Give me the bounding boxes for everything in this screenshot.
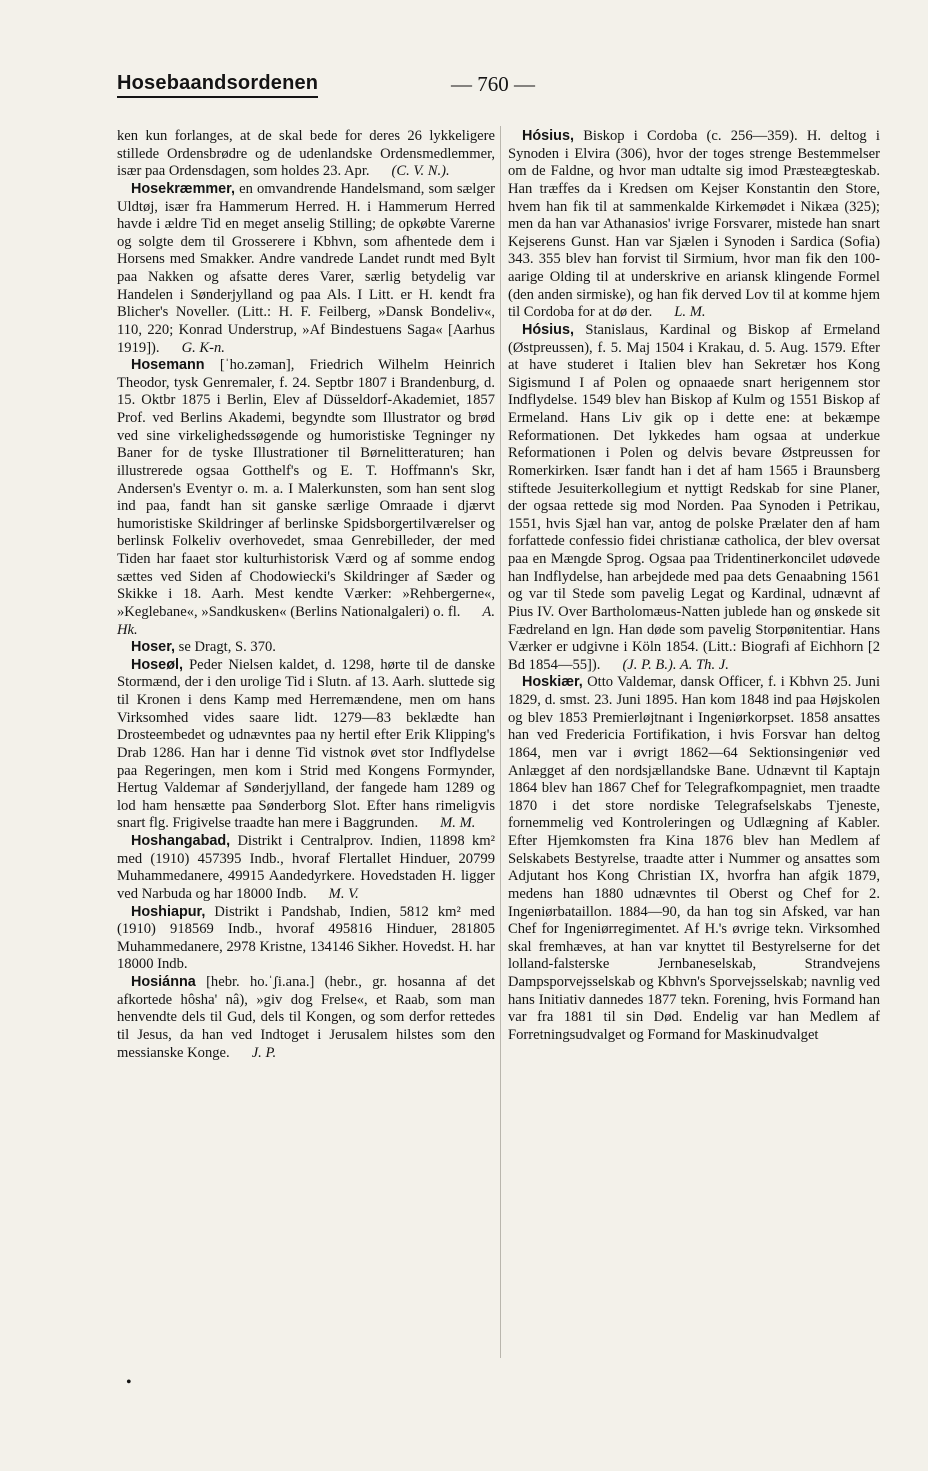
- entry-text: se Dragt, S. 370.: [178, 639, 276, 656]
- entry-text: Distrikt i Pandshab, Indien, 5812 km² med (1910) 918569 Indb., hvoraf 495816 Hinduer, 281805 Muhammedanere, 2978 Kristne, 134146 Sikher. Hovedst. H. har 18000 Indb.: [117, 903, 495, 973]
- right-column: [508, 128, 880, 1045]
- entry-headword: Hósius,: [522, 321, 574, 338]
- entry: [117, 128, 495, 181]
- entry-headword: Hoshangabad,: [131, 833, 231, 849]
- entry: [117, 181, 495, 357]
- entry: [117, 833, 495, 904]
- column-divider: [500, 126, 501, 1358]
- entry-headword: Hosiánna: [131, 974, 196, 990]
- running-head-title: Hosebaandsordenen: [117, 72, 318, 98]
- entry-headword: Hosemann: [131, 357, 205, 374]
- entry-signature: M. M.: [440, 815, 476, 832]
- entry-signature: G. K-n.: [181, 339, 225, 356]
- entry-signature: A. Hk.: [117, 603, 495, 638]
- entry-text: Stanislaus, Kardinal og Biskop af Ermeland (Østpreussen), f. 5. Maj 1504 i Krakau, d. 5. Aug. 1579. Efter at have studeret i Italien blev han Sekretær hos Kong Sigismund I af Polen og opnaaede snart herigennem stor Indflydelse. 1549 blev han Biskop af Kulm og 1551 Biskop af Ermeland. Hans Liv gik op i dette ene: at bekæmpe Reformationen. Det lykkedes ham ogsaa at underkue Reformationen i Polen og delvis bevare Østpreussen for Romerkirken. Især fandt han i det af ham 1565 i Braunsberg stiftede Jesuiterkollegium et nyttigt Redskab for sine Planer, der ogsaa rettede sig mod Norden. Paa Synoden i Petrikau, 1551, hvis Sjæl han var, antog de polske Prælater den af ham forfattede confessio fidei christianæ catholica, der blev oversat paa en Mængde Sprog. Ogsaa paa Tridentinerkoncilet udøvede han Indflydelse, han arbejdede med paa dets Genaabning 1561 og var til Stede som pavelig Legat og Kardinal, udnævnt af Pius IV. Over Bartholomæus-Natten jublede han og ønskede sit Fædreland en lgn. Han døde som pavelig Storpønitentiar. Hans Værker er udgivne i Köln 1854. (Litt.: Biografi af Eichhorn [2 Bd 1854—55]).: [508, 321, 880, 673]
- entry: [117, 904, 495, 975]
- entry-headword: Hoshiapur,: [131, 903, 206, 920]
- entry: [117, 974, 495, 1062]
- entry-headword: Hósius,: [522, 128, 574, 144]
- entry-text: en omvandrende Handelsmand, som sælger Uldtøj, især fra Hammerum Herred. H. i Hammerum Herred havde i ældre Tid en meget anselig Stilling; de opkøbte Varerne og solgte dem til Grosserere i Kbhvn, som afhentede dem i Horsens med Smakker. Andre vandrede Landet rundt med Bylt paa Nakken og afsatte deres Varer, særlig betydelig var Handelen i Sønderjylland og paa Als. I Litt. er H. kendt fra Blicher's Noveller. (Litt.: H. F. Feilberg, »Dansk Bondeliv«, 110, 220; Konrad Understrup, »Af Bindestuens Saga« [Aarhus 1919]).: [117, 180, 495, 356]
- left-column: [117, 128, 495, 1062]
- margin-dot: •: [126, 1374, 132, 1391]
- entry-signature: (C. V. N.).: [391, 163, 450, 180]
- entry-headword: Hosekræmmer,: [131, 180, 235, 197]
- entry-signature: L. M.: [674, 304, 706, 321]
- entry-headword: Hoser,: [131, 639, 175, 656]
- entry-text: ken kun forlanges, at de skal bede for deres 26 lykkeligere stillede Ordensbrødre og de udenlandske Ordensmedlemmer, især paa Ordensdagen, som holdes 23. Apr.: [117, 128, 495, 180]
- entry-signature: J. P.: [251, 1044, 277, 1061]
- entry: [117, 657, 495, 833]
- entry-signature: M. V.: [328, 885, 359, 902]
- entry-text: Biskop i Cordoba (c. 256—359). H. deltog i Synoden i Elvira (306), hvor der toges strenge Bestemmelser om de Faldne, og hvor man udtalte sig imod Præsteægteskab. Han træffes da i Kredsen om Kejser Konstantin den Store, hvem han fik til at sammenkalde Kirkemødet i Nikæa (325); men da han var Athanasios' ivrige Forsvarer, mistede han snart Kejserens Gunst. Han var Sjælen i Synoden i Sardica (Sofia) 343. 355 blev han forvist til Sirmium, hvor man fik den 100-aarige Olding til at underskrive en ariansk klingende Formel (den anden sirmiske), og han fik derved Lov til at komme hjem til Cordoba for at dø der.: [508, 128, 880, 321]
- entry: [508, 674, 880, 1044]
- entry: [117, 639, 495, 657]
- entry-headword: Hoseøl,: [131, 656, 183, 673]
- entry-headword: Hoskiær,: [522, 674, 583, 691]
- entry-text: Otto Valdemar, dansk Officer, f. i Kbhvn 25. Juni 1829, d. smst. 23. Juni 1895. Han kom 1848 ind paa Højskolen og blev 1853 Premierløjtnant i Ingeniørkorpset. 1858 ansattes han ved Fredericia Fortifikation, i hvis Forsvar han deltog 1864, men var i øvrigt 1862—64 Sektionsingeniør ved Anlægget af den nordsjællandske Bane. Udnævnt til Kaptajn 1864 blev han 1867 Chef for Telegrafkompagniet, men traadte 1870 i det store nordiske Telegrafselskabs Tjeneste, fornemmelig ved Kontroleringen og Udlægning af Kabler. Efter Hjemkomsten fra Kina 1876 blev han Medlem af Selskabets Bestyrelse, traadte atter i Nummer og ansattes som Adjutant hos Kong Christian IX, hvorfra han afgik 1879, medens han 1880 udnævntes til Oberst og Chef for 2. Ingeniørbataillon. 1884—90, da han tog sin Afsked, var han Chef for Ingeniørregimentet. Af H.'s øvrige tekn. Virksomhed skal fremhæves, at han var knyttet til Bestyrelserne for det lolland-falsterske Jernbaneselskab, Strandvejens Dampsporvejsselskab og Kbhvn's Sporvejsselskab; navnlig ved hans Initiativ dannedes 1877 tekn. Forening, hvis Formand han var fra 1881 til sin Død. Endelig var han Medlem af Forretningsudvalget og Formand for Maskinudvalget: [508, 674, 881, 1043]
- entry-text: [ˈho.zəman], Friedrich Wilhelm Heinrich Theodor, tysk Genremaler, f. 24. Septbr 1807 i Brandenburg, d. 15. Oktbr 1875 i Berlin, Elev af Düsseldorf-Akademiet, 1857 Prof. ved Berlins Akademi, begyndte som Illustrator og brød ved sine virkelighedssøgende og humoristiske Tegninger ny Baner for de tyske Illustrationer til Børnelitteraturen; han illustrerede ogsaa Gotthelf's og E. T. Hoffmann's Skr, Andersen's Eventyr o. m. a. I Malerkunsten, som han sent slog ind paa, fandt han sit ganske særlige Omraade i djærvt humoristiske Skildringer af berlinske Spidsborgertilværelser og berlinsk Folkeliv overhovedet, smaa Genrebilleder, der med Tiden har faaet stor kulturhistorisk Værd og af somme endog sættes ved Siden af Chodowiecki's Skildringer af Sæder og Skikke i 18. Aarh. Mest kendte Værker: »Rehbergerne«, »Keglebane«, »Sandkusken« (Berlins Nationalgaleri) o. fl.: [117, 357, 495, 620]
- running-head: [117, 72, 899, 108]
- page-number: — 760 —: [451, 72, 535, 96]
- entry: [508, 322, 880, 675]
- entry: [117, 357, 495, 639]
- entry-text: Peder Nielsen kaldet, d. 1298, hørte til de danske Stormænd, der i den urolige Tid i Slutn. af 13. Aarh. sluttede sig til Kronen i dens Kamp med Herremændene, men om hans Virksomhed vides saare lidt. 1279—83 beklædte han Drosteembedet og udnævntes paa ny hertil efter Erik Klipping's Drab 1286. Han har i denne Tid vistnok øvet stor Indflydelse paa Regeringen, men kom i Strid med Kongens Formynder, Hertug Valdemar af Sønderjylland, der fangede ham 1289 og lod ham hensætte paa Sønderborg Slot. Efter hans rimeligvis snart flg. Frigivelse traadte han mere i Baggrunden.: [117, 656, 495, 832]
- entry: [508, 128, 880, 322]
- entry-signature: (J. P. B.). A. Th. J.: [622, 656, 729, 673]
- entry-text: Distrikt i Centralprov. Indien, 11898 km² med (1910) 457395 Indb., hvoraf Flertallet Hinduer, 20799 Muhammedanere, 49915 Aandedyrkere. Hovedstaden H. ligger ved Narbuda og har 18000 Indb.: [117, 833, 495, 902]
- entry-text: [hebr. ho.ˈʃi.ana.] (hebr., gr. hosanna af det afkortede hôsha' nâ), »giv dog Frelse«, et Raab, som man henvendte dels til Gud, dels til Kongen, og som derfor rettedes til Jesus, da han ved Indtoget i Jerusalem hilstes som den messianske Konge.: [117, 974, 496, 1061]
